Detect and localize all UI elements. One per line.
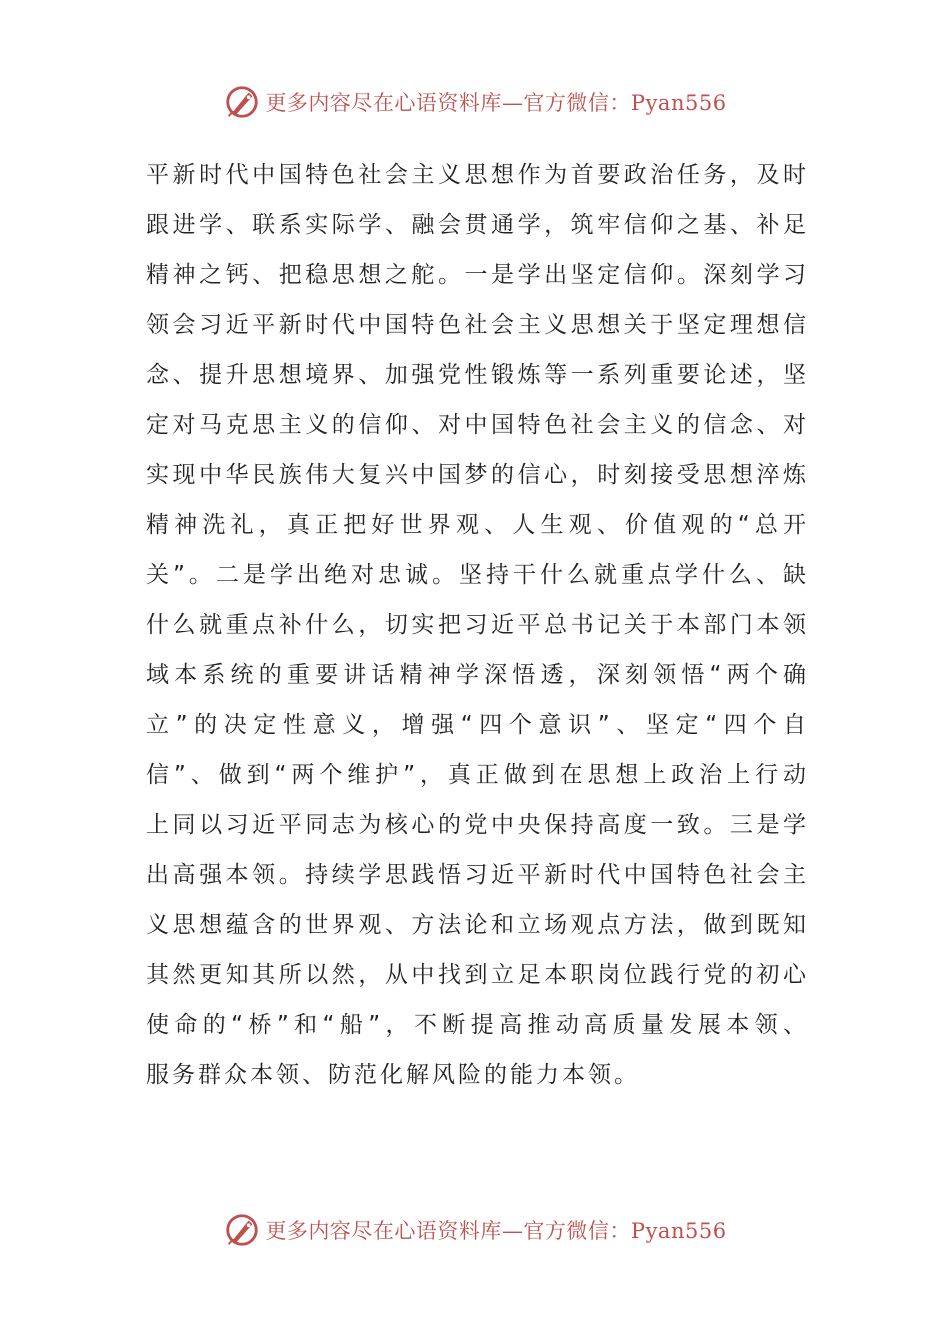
header-banner-text: 更多内容尽在心语资料库—官方微信：Pyan556	[265, 91, 727, 115]
text-line: 定对马克思主义的信仰、对中国特色社会主义的信念、对	[146, 412, 806, 438]
pen-nib-circle-icon	[223, 1211, 261, 1249]
text-line: 上同以习近平同志为核心的党中央保持高度一致。三是学	[146, 812, 806, 838]
pen-nib-circle-icon	[223, 83, 261, 121]
text-line: 实现中华民族伟大复兴中国梦的信心，时刻接受思想淬炼	[146, 462, 806, 488]
text-line: 平新时代中国特色社会主义思想作为首要政治任务，及时	[146, 162, 806, 188]
footer-banner-text: 更多内容尽在心语资料库—官方微信：Pyan556	[265, 1219, 727, 1243]
text-line: 念、提升思想境界、加强党性锻炼等一系列重要论述，坚	[146, 362, 806, 388]
text-line: 跟进学、联系实际学、融会贯通学，筑牢信仰之基、补足	[146, 212, 806, 238]
text-line: 使命的“桥”和“船”，不断提高推动高质量发展本领、	[146, 1012, 806, 1038]
text-line: 其然更知其所以然，从中找到立足本职岗位践行党的初心	[146, 962, 806, 988]
text-line: 立”的决定性意义，增强“四个意识”、坚定“四个自	[146, 712, 806, 738]
header-banner	[0, 82, 950, 122]
text-line: 精神洗礼，真正把好世界观、人生观、价值观的“总开	[146, 512, 806, 538]
text-line: 信”、做到“两个维护”，真正做到在思想上政治上行动	[146, 762, 806, 788]
text-line: 义思想蕴含的世界观、方法论和立场观点方法，做到既知	[146, 912, 806, 938]
text-line: 精神之钙、把稳思想之舵。一是学出坚定信仰。深刻学习	[146, 262, 806, 288]
text-line: 领会习近平新时代中国特色社会主义思想关于坚定理想信	[146, 312, 806, 338]
text-line-last: 服务群众本领、防范化解风险的能力本领。	[146, 1062, 640, 1088]
text-line: 域本系统的重要讲话精神学深悟透，深刻领悟“两个确	[146, 662, 806, 688]
body-paragraph	[146, 150, 806, 1100]
footer-banner	[0, 1210, 950, 1250]
text-line: 出高强本领。持续学思践悟习近平新时代中国特色社会主	[146, 862, 806, 888]
text-line: 什么就重点补什么，切实把习近平总书记关于本部门本领	[146, 612, 806, 638]
text-line: 关”。二是学出绝对忠诚。坚持干什么就重点学什么、缺	[146, 562, 806, 588]
